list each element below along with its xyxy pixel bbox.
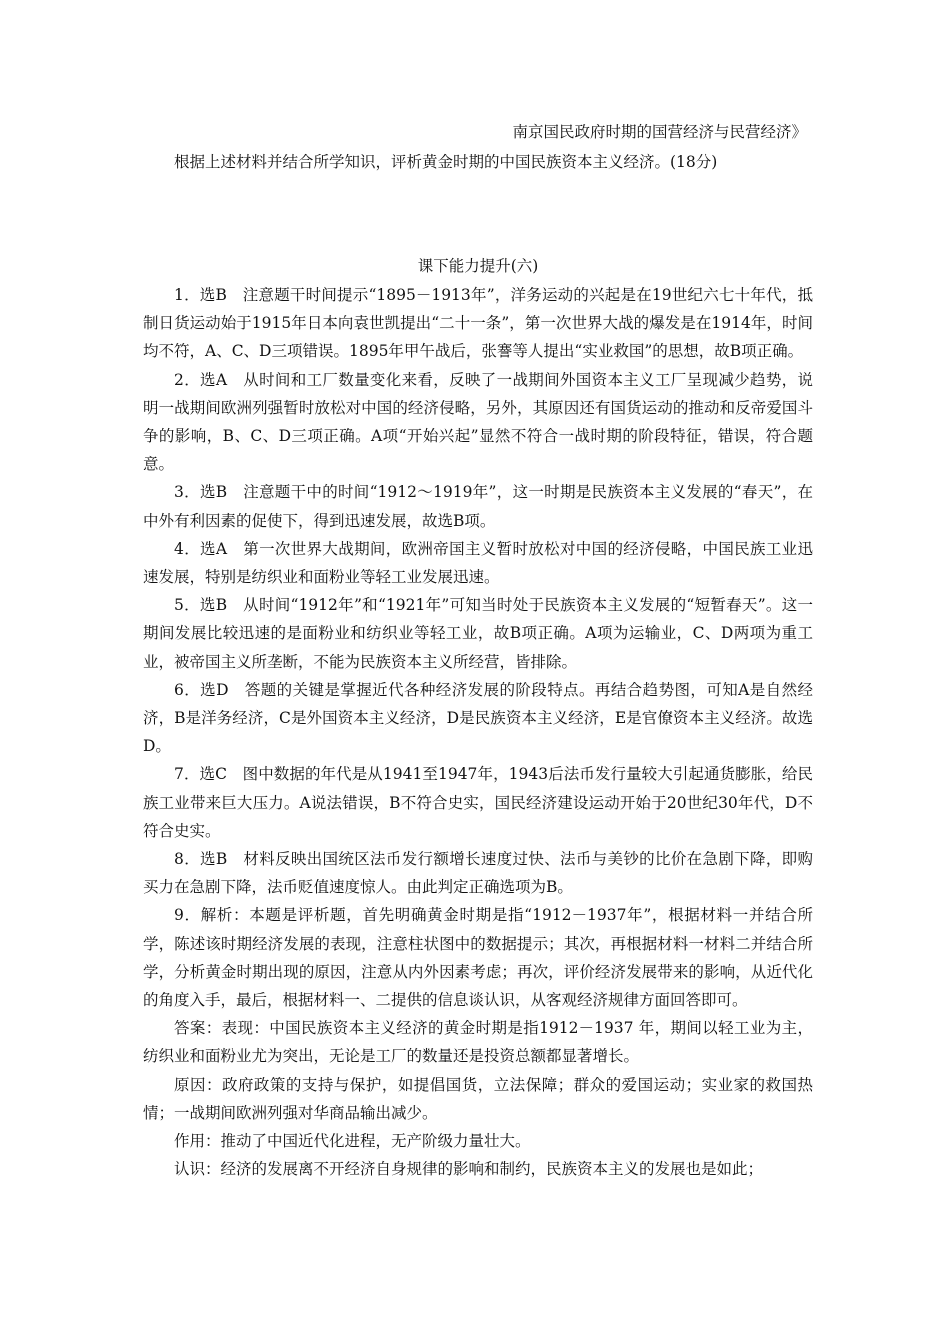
answer-3: 3．选B 注意题干中的时间“1912～1919年”，这一时期是民族资本主义发展的“春天”，在中外有利因素的促使下，得到迅速发展，故选B项。 — [143, 483, 813, 530]
answer-9-performance: 答案：表现：中国民族资本主义经济的黄金时期是指1912－1937 年，期间以轻工业为主，纺织业和面粉业尤为突出，无论是工厂的数量还是投资总额都显著增长。 — [143, 1019, 813, 1066]
source-citation: 南京国民政府时期的国营经济与民营经济》 — [512, 123, 807, 141]
answer-6: 6．选D 答题的关键是掌握近代各种经济发展的阶段特点。再结合趋势图，可知A是自然经济，B是洋务经济，C是外国资本主义经济，D是民族资本主义经济，E是官僚资本主义经济。故选D。 — [143, 680, 813, 756]
answer-9-effects: 作用：推动了中国近代化进程，无产阶级力量壮大。 — [174, 1132, 531, 1151]
answer-1: 1．选B 注意题干时间提示“1895－1913年”，洋务运动的兴起是在19世纪六七十年代，抵制日货运动始于1915年日本向袁世凯提出“二十一条”，第一次世界大战的爆发是在1914年，时间均不符，A、C、D三项错误。1895年甲午战后，张謇等人提出“实业救国”的思想，故B项正确。 — [143, 286, 813, 361]
answer-list — [143, 281, 813, 1184]
question-prompt: 根据上述材料并结合所学知识，评析黄金时期的中国民族资本主义经济。(18分) — [174, 153, 718, 171]
answer-9-causes: 原因：政府政策的支持与保护，如提倡国货，立法保障；群众的爱国运动；实业家的救国热情；一战期间欧洲列强对华商品输出减少。 — [143, 1075, 813, 1122]
answer-7: 7．选C 图中数据的年代是从1941至1947年，1943后法币发行量较大引起通货膨胀，给民族工业带来巨大压力。A说法错误，B不符合史实，国民经济建设运动开始于20世纪30年代，D不符合史实。 — [143, 765, 813, 840]
answer-8: 8．选B 材料反映出国统区法币发行额增长速度过快、法币与美钞的比价在急剧下降，即购买力在急剧下降，法币贬值速度惊人。由此判定正确选项为B。 — [143, 850, 813, 897]
answer-4: 4．选A 第一次世界大战期间，欧洲帝国主义暂时放松对中国的经济侵略，中国民族工业迅速发展，特别是纺织业和面粉业等轻工业发展迅速。 — [143, 539, 813, 587]
answer-9-insight: 认识：经济的发展离不开经济自身规律的影响和制约，民族资本主义的发展也是如此； — [174, 1160, 764, 1179]
answer-9-analysis: 9．解析：本题是评析题，首先明确黄金时期是指“1912－1937年”，根据材料一并结合所学，陈述该时期经济发展的表现，注意柱状图中的数据提示；其次，再根据材料一材料二并结合所学，分析黄金时期出现的原因，注意从内外因素考虑；再次，评价经济发展带来的影响，从近代化的角度入手，最后，根据材料一、二提供的信息谈认识，从客观经济规律方面回答即可。 — [143, 906, 813, 1010]
section-title: 课下能力提升(六) — [417, 257, 539, 275]
document-page — [143, 117, 813, 1184]
answer-5: 5．选B 从时间“1912年”和“1921年”可知当时处于民族资本主义发展的“短暂春天”。这一期间发展比较迅速的是面粉业和纺织业等轻工业，故B项正确。A项为运输业，C、D两项为重工业，被帝国主义所垄断，不能为民族资本主义所经营，皆排除。 — [143, 596, 813, 671]
answer-2: 2．选A 从时间和工厂数量变化来看，反映了一战期间外国资本主义工厂呈现减少趋势，说明一战期间欧洲列强暂时放松对中国的经济侵略，另外，其原因还有国货运动的推动和反帝爱国斗争的影响，B、C、D三项正确。A项“开始兴起”显然不符合一战时期的阶段特征，错误，符合题意。 — [143, 370, 813, 474]
